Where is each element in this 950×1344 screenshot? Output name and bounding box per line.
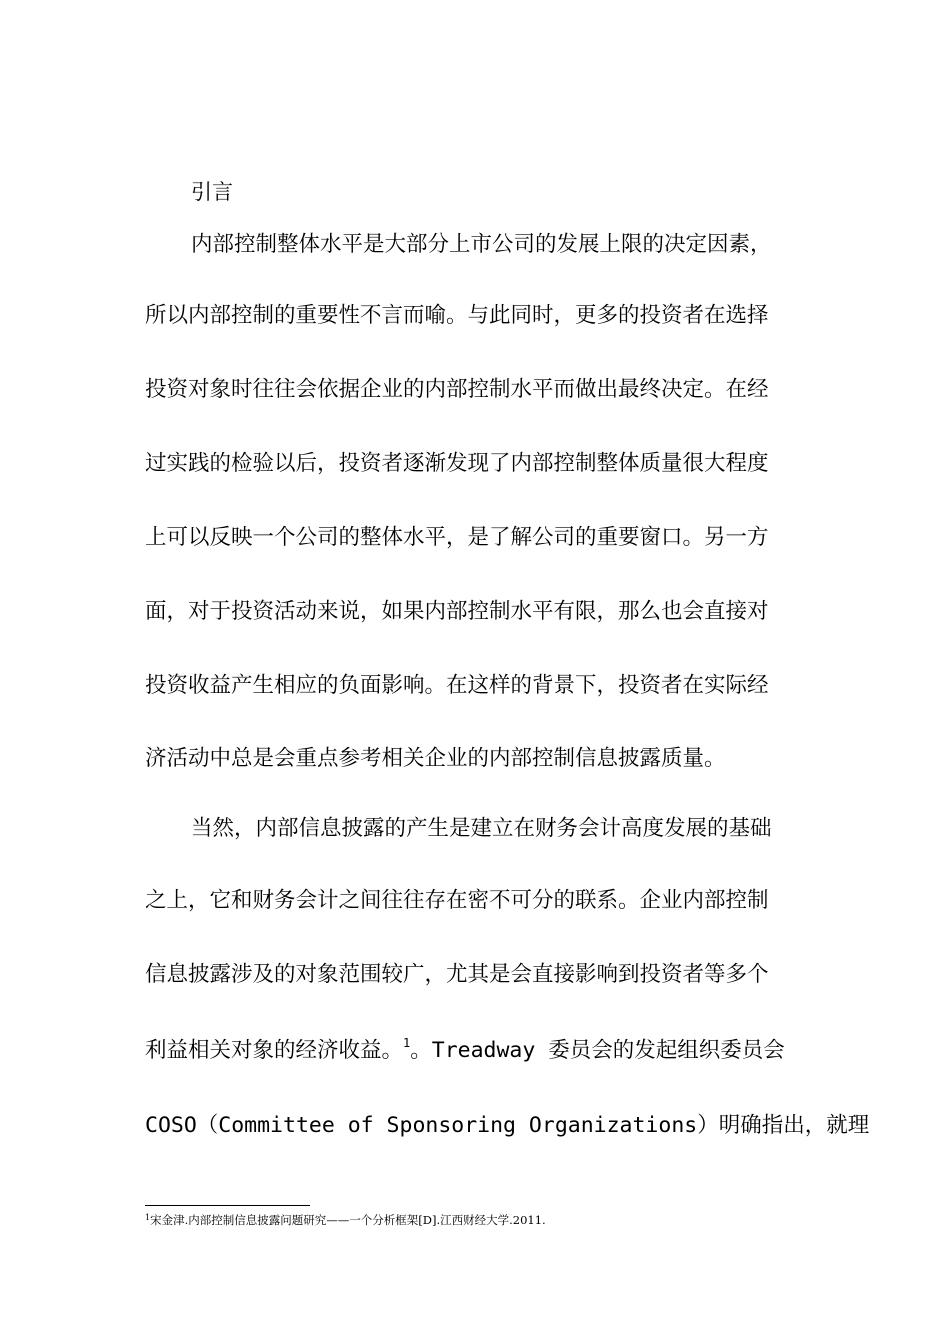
paragraph-line: 内部控制整体水平是大部分上市公司的发展上限的决定因素， <box>191 232 772 257</box>
heading-introduction: 引言 <box>191 180 233 204</box>
footnote <box>145 1212 546 1228</box>
paragraph-line: 投资收益产生相应的负面影响。在这样的背景下，投资者在实际经 <box>145 673 769 698</box>
paragraph-line: 投资对象时往往会依据企业的内部控制水平而做出最终决定。在经 <box>145 377 769 402</box>
paragraph-line: 上可以反映一个公司的整体水平，是了解公司的重要窗口。另一方 <box>145 525 769 550</box>
footnote-reference[interactable]: 1 <box>403 1036 411 1050</box>
paragraph-line: COSO（Committee of Sponsoring Organizations）明确指出，就理 <box>145 1113 870 1138</box>
paragraph-line <box>145 1037 785 1065</box>
paragraph-line: 之上，它和财务会计之间往往存在密不可分的联系。企业内部控制 <box>145 888 769 913</box>
line-text: 。Treadway 委员会的发起组织委员会 <box>410 1038 785 1063</box>
paragraph-line: 所以内部控制的重要性不言而喻。与此同时，更多的投资者在选择 <box>145 303 769 328</box>
paragraph-line: 过实践的检验以后，投资者逐渐发现了内部控制整体质量很大程度 <box>145 451 769 476</box>
line-text: 利益相关对象的经济收益。 <box>145 1038 404 1063</box>
footnote-text: 宋金津.内部控制信息披露问题研究——一个分析框架[D].江西财经大学.2011. <box>150 1213 546 1227</box>
paragraph-line: 面，对于投资活动来说，如果内部控制水平有限，那么也会直接对 <box>145 599 769 624</box>
footnote-separator <box>145 1205 310 1206</box>
footnote-marker: 1 <box>145 1213 151 1222</box>
paragraph-line: 当然，内部信息披露的产生是建立在财务会计高度发展的基础 <box>191 816 772 841</box>
paragraph-line: 济活动中总是会重点参考相关企业的内部控制信息披露质量。 <box>145 746 726 771</box>
paragraph-line: 信息披露涉及的对象范围较广，尤其是会直接影响到投资者等多个 <box>145 962 769 987</box>
